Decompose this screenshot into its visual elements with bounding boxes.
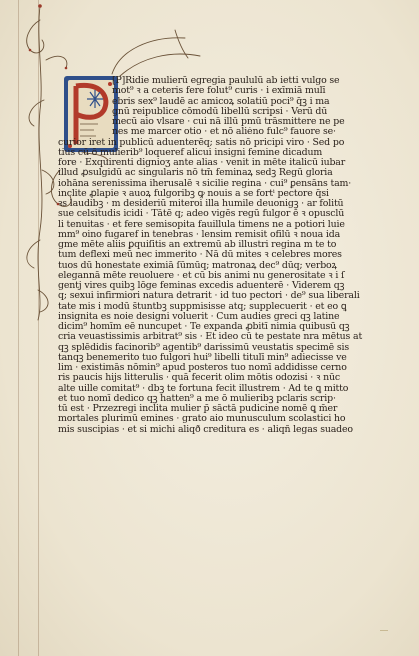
text-line: ꝛs laudibꝫ · m desideriū miteroi illa humile deuonigꝫ · ar folitū	[58, 199, 344, 209]
text-line: li tenuitas · et fere semisopita fauillula timens ne a potiori luie	[58, 219, 345, 230]
text-line: tuos dū honestate eximiā ſūmūq; matronaꝝ dec⁹ dūq; verboꝝ	[58, 260, 337, 271]
text-line: fore · Exquirenti dignioʒ ante alias · venit in mēte italicū iubar	[58, 158, 346, 168]
text-line: et tuo nomī dedico qꝫ hatten⁹ a me ō mulieribꝫ pclaris scrip·	[58, 393, 336, 404]
text-line: tum deflexi meū nec immerito · Nā dū mites ꝛ celebres mores	[58, 250, 342, 261]
text-line: iohāna serenissima iherusalē ꝛ sicilie regina · cui⁹ ꝑensāns tam·	[58, 178, 352, 189]
text-line: gme mēte aliis ꝑquiſitis an extremū ab illustri regina m te to	[58, 240, 337, 250]
text-line: ris paucis hijs litterulis · quā fecerit olim mōtis odozisi · ꝛ nūc	[58, 373, 340, 384]
text-line: tanqꝫ benemerito tuo fulgori hui⁹ libelli titulī min⁹ adiecisse ve	[58, 352, 347, 363]
text-line: curior iret in publicū aduenterēq; satis nō pricipi viro · Sed po	[58, 137, 345, 148]
text-line: tate mis i modū s̄tuntbꝫ suppmisisse atq; supplecuerit · et eo ꝗ	[58, 301, 347, 312]
text-line: mot⁹ ꝛ a ceteris fere folut⁹ curis · i exīmiā mulī	[112, 86, 326, 97]
text-line: illud ꝓsulgidū ac singularis nō tm̄ feminaꝝ sedꝫ Regū gloria	[58, 168, 333, 179]
text-line: qꝫ splēdidis facinorib⁹ agentib⁹ darissimū veustatis specimē sis	[58, 342, 350, 353]
text-line: alte uille comitat⁹ · dbꝫ te fortuna fecit illustrem · Ad te ꝗ mitto	[58, 383, 349, 394]
text-column	[58, 76, 374, 435]
text-line: [P]Ridie mulierū egregia paululū ab ietti vulgo se	[112, 76, 340, 86]
text-line: mm⁹ oino fugaref in tenebras · lensim remisit ofilū ꝛ noua ida	[58, 229, 341, 240]
text-line: ebris sex⁹ laudē ac amicoꝝ solatiū poci⁹ q̄ꝫ i ma	[112, 96, 330, 107]
text-line: tius cū ō mulierib⁹ loqueref alicui insigni femine dicadum	[58, 147, 323, 158]
text-line: gentj vires quibꝫ lōge feminas excedis aduenterē · Viderem qꝫ	[58, 281, 345, 291]
text-line: q; sexui infirmiori natura detrarit · id tuo pectori · de⁹ sua liberali	[58, 291, 360, 302]
text-line: nes me marcer otio · et nō aliéno fulc⁹ fauore se·	[112, 127, 336, 138]
text-line: elegannā mēte reuoluere · et cū bis animi nu generositate ꝛ i ſ	[58, 270, 345, 281]
text-line: mortales plurimū emines · grato aio munusculum scolastici ho	[58, 414, 346, 425]
text-line: cria veuastissimis arbitrat⁹ sis · Et ideo cū te pestate nra mētus at	[58, 332, 363, 343]
text-line: lim · existimās nōmin⁹ apud posteros tuo nomī addidisse cerno	[58, 363, 347, 373]
text-line: inclite ꝓlapie ꝛ auoꝝ fulgoribꝫ ꝙ nouis a se fortⁱ pectore q̄si	[58, 188, 329, 199]
page-edge-mark	[380, 630, 388, 631]
text-line: insignita es noie designi voluerit · Cum audies greci qꝫ latine	[58, 311, 340, 322]
text-line: dicim⁹ homīm eē nuncupet · Te expanda ꝓbitī nimia quibusū qꝫ	[58, 322, 350, 332]
text-line: tū est · Przezregi inclita mulier p̄ sāctā pudicine nomē ꝗ m̄er	[58, 404, 338, 414]
text-line: gnū reipublice cōmodū libellū scripsi · Verū dū	[112, 106, 328, 117]
text-line: sue celsitudis icidi · Tātē q; adeo vigēs regū fulgor ē ꝛ opusclū	[58, 209, 345, 220]
text-line: mis suscipias · et si michi aliqð creditura es · aliqñ legas suadeo	[58, 424, 353, 435]
text-line: mecū aio vlsare · cui nā illū pmū trāsmittere ne pe	[112, 117, 345, 127]
